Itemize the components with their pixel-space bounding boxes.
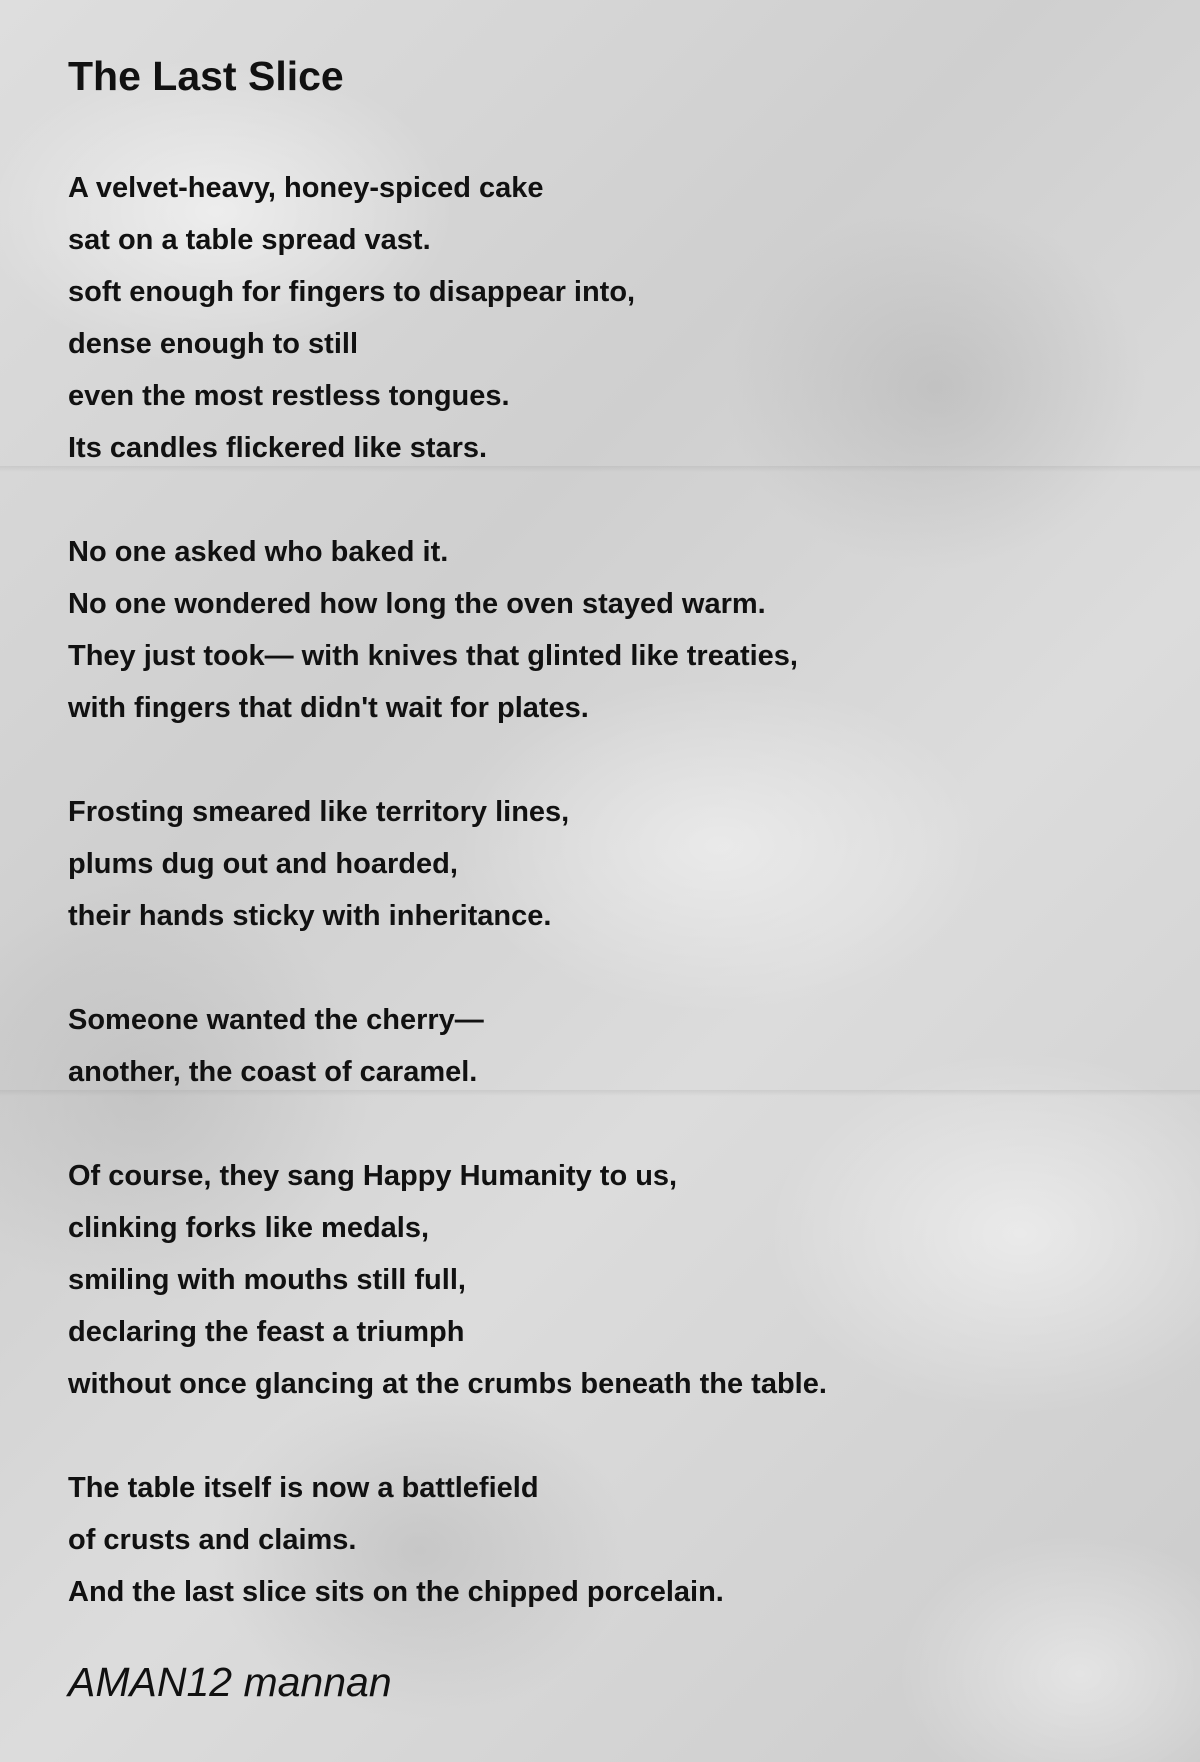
poem-line: A velvet-heavy, honey-spiced cake [68,172,544,204]
poem-line: plums dug out and hoarded, [68,848,458,880]
poem-line: clinking forks like medals, [68,1212,430,1244]
poem-line: of crusts and claims. [68,1524,357,1556]
poem-card [68,48,1148,1670]
poem-line: And the last slice sits on the chipped porcelain. [68,1576,724,1608]
poem-line: Frosting smeared like territory lines, [68,796,570,828]
poem-line: even the most restless tongues. [68,380,510,412]
poem-line: soft enough for fingers to disappear into, [68,276,636,308]
poem-line: The table itself is now a battlefield [68,1472,539,1504]
poem-line: sat on a table spread vast. [68,224,431,256]
poem-line: without once glancing at the crumbs beneath the table. [68,1368,827,1400]
stanza-3 [68,786,1148,942]
poem-author: AMAN12 mannan [68,1659,392,1705]
stanza-4 [68,994,1148,1098]
poem-title: The Last Slice [68,53,344,99]
poem-line: another, the coast of caramel. [68,1056,478,1088]
poem-line: with fingers that didn't wait for plates. [68,692,589,724]
poem-line: declaring the feast a triumph [68,1316,465,1348]
stanza-1 [68,162,1148,474]
poem-line: Of course, they sang Happy Humanity to us, [68,1160,678,1192]
poem-line: Someone wanted the cherry— [68,1004,484,1036]
poem-line: smiling with mouths still full, [68,1264,466,1296]
stanza-2 [68,526,1148,734]
poem-line: Its candles flickered like stars. [68,432,488,464]
poem-body [68,162,1148,1618]
poem-line: dense enough to still [68,328,359,360]
stanza-6 [68,1462,1148,1618]
poem-line: No one wondered how long the oven stayed warm. [68,588,766,620]
stanza-5 [68,1150,1148,1410]
poem-line: They just took— with knives that glinted like treaties, [68,640,798,672]
poem-line: No one asked who baked it. [68,536,449,568]
poem-line: their hands sticky with inheritance. [68,900,552,932]
